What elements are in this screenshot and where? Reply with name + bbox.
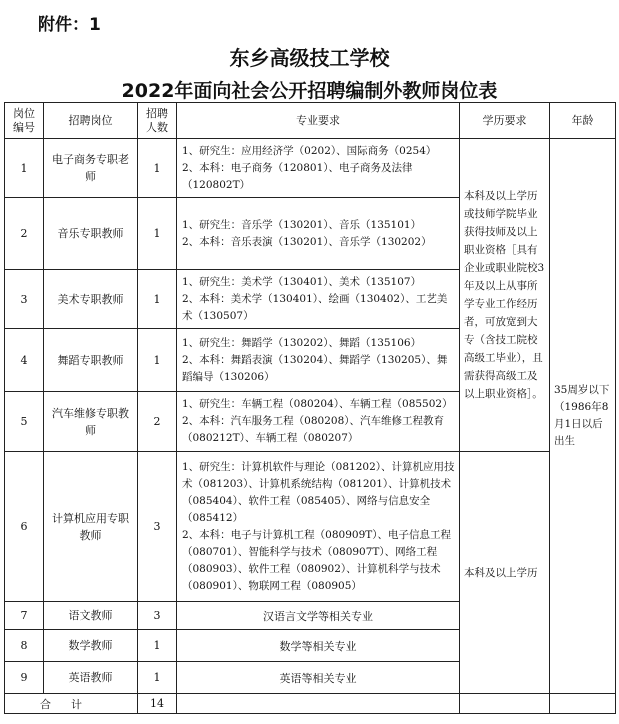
header-post-no: 岗位编号 (5, 103, 44, 139)
table-row (5, 139, 616, 198)
row-count: 1 (138, 139, 177, 198)
row-major (177, 452, 460, 602)
major-line: 2、本科：美术学（130401）、绘画（130402）、工艺美术（130507） (182, 292, 448, 322)
row-count: 1 (138, 329, 177, 392)
row-post-no: 3 (5, 270, 44, 329)
table-row (5, 452, 616, 602)
major-line: 1、研究生：计算机软件与理论（081202）、计算机应用技术（081203）、计算机系统结构（081201）、计算机技术（085404）、软件工程（085405）、网络与信息安全（085412） (182, 460, 455, 524)
row-post-no: 8 (5, 630, 44, 662)
major-line: 2、本科：舞蹈表演（130204）、舞蹈学（130205）、舞蹈编导（130206） (182, 353, 448, 383)
major-line: 1、研究生：美术学（130401）、美术（135107） (182, 275, 422, 288)
major-line: 1、研究生：应用经济学（0202）、国际商务（0254） (182, 144, 437, 157)
row-post-name: 舞蹈专职教师 (44, 329, 138, 392)
header-count: 招聘人数 (138, 103, 177, 139)
education-requirement-group1: 本科及以上学历或技师学院毕业获得技师及以上职业资格［具有企业或职业院校3年及以上从事所学专业工作经历者，可放宽到大专（含技工院校高级工毕业），且需获得高级工及以上职业资格］。 (460, 139, 550, 452)
row-major (177, 198, 460, 270)
total-blank (460, 694, 550, 714)
age-requirement: 35周岁以下（1986年8月1日以后出生 (550, 139, 616, 694)
education-requirement-group2: 本科及以上学历 (460, 452, 550, 694)
major-line: 1、研究生：音乐学（130201）、音乐（135101） (182, 218, 422, 231)
total-blank (550, 694, 616, 714)
header-row (5, 103, 616, 139)
row-count: 1 (138, 630, 177, 662)
major-line: 2、本科：音乐表演（130201）、音乐学（130202） (182, 235, 432, 248)
row-post-name: 电子商务专职老师 (44, 139, 138, 198)
page-title: 东乡高级技工学校 (229, 46, 390, 70)
row-post-no: 1 (5, 139, 44, 198)
total-row (5, 694, 616, 714)
row-post-name: 计算机应用专职教师 (44, 452, 138, 602)
page-subtitle: 2022年面向社会公开招聘编制外教师岗位表 (121, 80, 498, 102)
row-major: 数学等相关专业 (177, 630, 460, 662)
header-major: 专业要求 (177, 103, 460, 139)
row-major (177, 270, 460, 329)
header-post-name: 招聘岗位 (44, 103, 138, 139)
row-count: 3 (138, 452, 177, 602)
row-count: 1 (138, 198, 177, 270)
major-line: 2、本科：汽车服务工程（080208）、汽车维修工程教育（080212T）、车辆工程（080207） (182, 415, 445, 444)
row-post-name: 数学教师 (44, 630, 138, 662)
row-major (177, 139, 460, 198)
row-count: 3 (138, 602, 177, 630)
header-education: 学历要求 (460, 103, 550, 139)
header-age: 年龄 (550, 103, 616, 139)
row-post-no: 5 (5, 392, 44, 452)
attachment-label: 附件：1 (38, 15, 101, 35)
row-post-name: 语文教师 (44, 602, 138, 630)
row-post-no: 2 (5, 198, 44, 270)
total-count: 14 (138, 694, 177, 714)
row-post-no: 4 (5, 329, 44, 392)
total-blank (177, 694, 460, 714)
row-major (177, 392, 460, 452)
row-post-name: 美术专职教师 (44, 270, 138, 329)
row-post-no: 7 (5, 602, 44, 630)
row-post-name: 音乐专职教师 (44, 198, 138, 270)
major-line: 2、本科：电子与计算机工程（080909T）、电子信息工程（080701）、智能科学与技术（080907T）、网络工程（080903）、软件工程（080902）、计算机科学与技术（080901）、物联网工程（080905） (182, 528, 452, 592)
row-post-name: 英语教师 (44, 662, 138, 694)
major-line: 1、研究生：舞蹈学（130202）、舞蹈（135106） (182, 336, 422, 349)
row-post-no: 6 (5, 452, 44, 602)
row-count: 1 (138, 662, 177, 694)
major-line: 2、本科：电子商务（120801）、电子商务及法律（120802T） (182, 161, 413, 191)
row-post-name: 汽车维修专职教师 (44, 392, 138, 452)
row-count: 2 (138, 392, 177, 452)
row-count: 1 (138, 270, 177, 329)
row-major: 汉语言文学等相关专业 (177, 602, 460, 630)
row-post-no: 9 (5, 662, 44, 694)
recruitment-table (4, 102, 616, 714)
row-major (177, 329, 460, 392)
total-label: 合计 (5, 694, 138, 714)
major-line: 1、研究生：车辆工程（080204）、车辆工程（085502） (182, 398, 453, 410)
row-major: 英语等相关专业 (177, 662, 460, 694)
